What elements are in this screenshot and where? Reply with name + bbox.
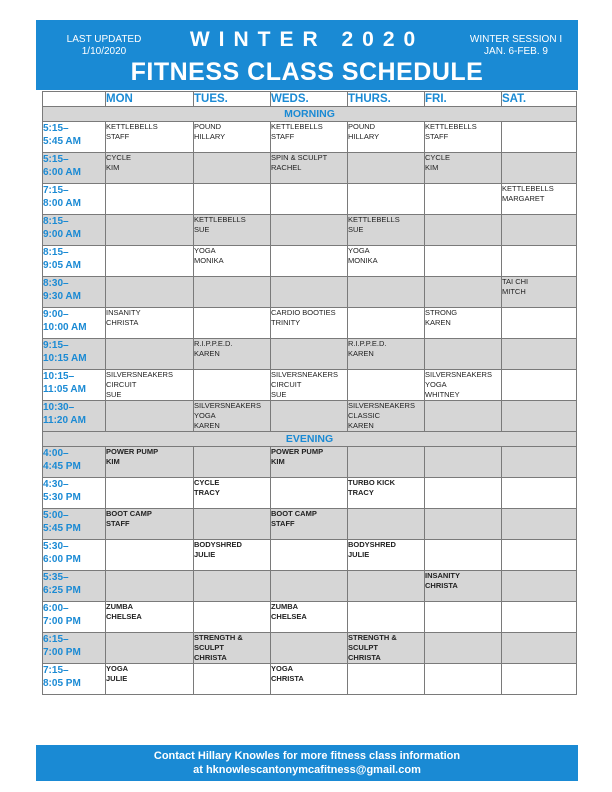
- class-text: KETTLEBELLS: [106, 122, 158, 131]
- class-cell: [425, 277, 502, 308]
- class-cell: [106, 215, 194, 246]
- class-cell: [425, 184, 502, 215]
- time-slot-row: [43, 401, 577, 432]
- class-cell: [271, 122, 348, 153]
- class-text: CYCLE: [106, 153, 132, 162]
- class-cell: [194, 153, 271, 184]
- time-text: 8:15–: [43, 247, 69, 258]
- class-text: SILVERSNEAKERS: [425, 370, 492, 379]
- class-text: POWER PUMP: [271, 447, 324, 456]
- time-slot-row: [43, 571, 577, 602]
- class-cell: [194, 447, 271, 478]
- class-text: SUE: [271, 390, 287, 399]
- class-cell: [194, 478, 271, 509]
- class-cell: [194, 184, 271, 215]
- class-cell: [348, 339, 425, 370]
- day-header: FRI.: [425, 92, 502, 107]
- time-text: 9:15–: [43, 340, 69, 351]
- day-header: THURS.: [348, 92, 425, 107]
- class-text: STAFF: [425, 132, 449, 141]
- day-header: TUES.: [194, 92, 271, 107]
- class-cell: [348, 401, 425, 432]
- session-info: [468, 34, 564, 58]
- last-updated-date: 1/10/2020: [81, 46, 127, 57]
- class-cell: [106, 277, 194, 308]
- time-text: 5:45 PM: [43, 523, 81, 534]
- time-cell: [43, 184, 106, 215]
- class-text: KAREN: [348, 421, 374, 430]
- class-cell: [271, 184, 348, 215]
- day-header-row: [43, 92, 577, 107]
- class-text: CHRISTA: [271, 674, 304, 683]
- session-label: WINTER SESSION I: [469, 34, 563, 45]
- class-text: BODYSHRED: [348, 540, 396, 549]
- class-text: POUND: [348, 122, 376, 131]
- class-text: STRENGTH &: [194, 633, 243, 642]
- class-cell: [502, 602, 577, 633]
- class-text: KETTLEBELLS: [425, 122, 477, 131]
- time-text: 6:00 PM: [43, 554, 81, 565]
- time-slot-row: [43, 308, 577, 339]
- class-text: YOGA: [348, 246, 370, 255]
- class-cell: [271, 277, 348, 308]
- time-slot-row: [43, 447, 577, 478]
- time-text: 4:00–: [43, 448, 69, 459]
- time-text: 11:05 AM: [43, 384, 86, 395]
- time-text: 8:00 AM: [43, 198, 81, 209]
- class-text: POUND: [194, 122, 222, 131]
- class-cell: [106, 478, 194, 509]
- class-text: YOGA: [106, 664, 129, 673]
- time-slot-row: [43, 339, 577, 370]
- time-cell: [43, 153, 106, 184]
- time-text: 8:30–: [43, 278, 69, 289]
- time-cell: [43, 571, 106, 602]
- section-title: EVENING: [43, 432, 577, 447]
- class-cell: [502, 153, 577, 184]
- class-cell: [348, 153, 425, 184]
- class-cell: [106, 122, 194, 153]
- class-cell: [194, 571, 271, 602]
- class-cell: [106, 447, 194, 478]
- time-slot-row: [43, 277, 577, 308]
- class-cell: [271, 633, 348, 664]
- class-text: STRENGTH &: [348, 633, 397, 642]
- class-cell: [502, 478, 577, 509]
- time-text: 10:15–: [43, 371, 75, 382]
- class-cell: [425, 571, 502, 602]
- time-slot-row: [43, 184, 577, 215]
- class-text: KETTLEBELLS: [194, 215, 246, 224]
- class-cell: [194, 122, 271, 153]
- class-text: CARDIO BOOTIES: [271, 308, 336, 317]
- session-dates: JAN. 6-FEB. 9: [484, 46, 548, 57]
- class-text: MONIKA: [194, 256, 224, 265]
- time-cell: [43, 370, 106, 401]
- class-cell: [502, 370, 577, 401]
- class-cell: [502, 401, 577, 432]
- class-cell: [425, 447, 502, 478]
- class-text: KIM: [106, 163, 120, 172]
- class-cell: [348, 246, 425, 277]
- last-updated-label: LAST UPDATED: [66, 34, 142, 45]
- class-cell: [106, 602, 194, 633]
- class-text: SUE: [106, 390, 122, 399]
- time-text: 6:15–: [43, 634, 69, 645]
- class-text: MONIKA: [348, 256, 378, 265]
- section-row: [43, 107, 577, 122]
- time-slot-row: [43, 509, 577, 540]
- class-cell: [425, 370, 502, 401]
- class-cell: [194, 370, 271, 401]
- time-text: 4:30–: [43, 479, 69, 490]
- class-cell: [348, 215, 425, 246]
- time-text: 6:00–: [43, 603, 69, 614]
- time-text: 5:35–: [43, 572, 69, 583]
- time-text: 8:05 PM: [43, 678, 81, 689]
- time-text: 5:15–: [43, 123, 69, 134]
- class-text: BOOT CAMP: [106, 509, 152, 518]
- time-cell: [43, 664, 106, 695]
- class-cell: [348, 664, 425, 695]
- class-cell: [348, 509, 425, 540]
- class-cell: [425, 633, 502, 664]
- class-cell: [106, 401, 194, 432]
- class-text: KAREN: [425, 318, 451, 327]
- class-text: YOGA: [425, 380, 447, 389]
- class-cell: [425, 478, 502, 509]
- day-header: WEDS.: [271, 92, 348, 107]
- time-slot-row: [43, 540, 577, 571]
- class-text: R.I.P.P.E.D.: [348, 339, 387, 348]
- time-slot-row: [43, 370, 577, 401]
- time-slot-row: [43, 122, 577, 153]
- class-text: WHITNEY: [425, 390, 460, 399]
- schedule-title: FITNESS CLASS SCHEDULE: [130, 58, 484, 86]
- time-text: 7:15–: [43, 665, 69, 676]
- class-cell: [271, 664, 348, 695]
- class-text: MITCH: [502, 287, 526, 296]
- contact-footer: [36, 745, 578, 781]
- class-cell: [194, 246, 271, 277]
- time-text: 11:20 AM: [43, 415, 86, 426]
- class-text: TRACY: [348, 488, 374, 497]
- class-text: YOGA: [194, 411, 216, 420]
- class-cell: [425, 401, 502, 432]
- class-cell: [425, 153, 502, 184]
- class-text: INSANITY: [106, 308, 141, 317]
- class-cell: [106, 540, 194, 571]
- class-cell: [271, 478, 348, 509]
- class-text: BODYSHRED: [194, 540, 242, 549]
- time-slot-row: [43, 153, 577, 184]
- class-cell: [502, 122, 577, 153]
- class-cell: [194, 277, 271, 308]
- class-cell: [106, 509, 194, 540]
- class-cell: [502, 509, 577, 540]
- class-text: RACHEL: [271, 163, 302, 172]
- time-text: 5:30 PM: [43, 492, 81, 503]
- class-cell: [106, 246, 194, 277]
- class-cell: [348, 277, 425, 308]
- class-text: HILLARY: [348, 132, 380, 141]
- time-cell: [43, 509, 106, 540]
- class-text: SILVERSNEAKERS: [194, 401, 261, 410]
- class-cell: [425, 540, 502, 571]
- class-cell: [194, 401, 271, 432]
- class-text: SUE: [194, 225, 210, 234]
- class-text: STAFF: [106, 132, 130, 141]
- class-text: KIM: [425, 163, 439, 172]
- class-text: SILVERSNEAKERS: [106, 370, 173, 379]
- schedule-table: [42, 91, 577, 695]
- class-cell: [271, 308, 348, 339]
- time-text: 9:00 AM: [43, 229, 81, 240]
- class-cell: [271, 602, 348, 633]
- time-cell: [43, 277, 106, 308]
- class-cell: [271, 540, 348, 571]
- time-text: 5:00–: [43, 510, 69, 521]
- class-cell: [502, 339, 577, 370]
- time-text: 7:15–: [43, 185, 69, 196]
- section-title: MORNING: [43, 107, 577, 122]
- class-cell: [502, 571, 577, 602]
- class-text: KAREN: [194, 421, 220, 430]
- class-cell: [502, 447, 577, 478]
- class-text: BOOT CAMP: [271, 509, 317, 518]
- time-text: 8:15–: [43, 216, 69, 227]
- class-text: KETTLEBELLS: [502, 184, 554, 193]
- class-text: CLASSIC: [348, 411, 381, 420]
- time-text: 9:05 AM: [43, 260, 81, 271]
- class-text: STAFF: [106, 519, 130, 528]
- class-cell: [348, 122, 425, 153]
- class-cell: [502, 215, 577, 246]
- class-text: STAFF: [271, 132, 295, 141]
- time-text: 5:30–: [43, 541, 69, 552]
- class-cell: [348, 540, 425, 571]
- class-cell: [194, 215, 271, 246]
- time-text: 7:00 PM: [43, 616, 81, 627]
- time-cell: [43, 540, 106, 571]
- class-text: JULIE: [348, 550, 370, 559]
- class-text: KAREN: [194, 349, 220, 358]
- class-text: R.I.P.P.E.D.: [194, 339, 233, 348]
- class-cell: [425, 246, 502, 277]
- class-cell: [348, 447, 425, 478]
- class-cell: [348, 370, 425, 401]
- time-cell: [43, 308, 106, 339]
- class-text: CHRISTA: [106, 318, 139, 327]
- time-cell: [43, 602, 106, 633]
- class-text: SCULPT: [194, 643, 224, 652]
- class-cell: [106, 664, 194, 695]
- class-cell: [106, 339, 194, 370]
- class-cell: [271, 370, 348, 401]
- time-cell: [43, 246, 106, 277]
- class-cell: [271, 509, 348, 540]
- time-slot-row: [43, 215, 577, 246]
- time-slot-row: [43, 664, 577, 695]
- class-text: TURBO KICK: [348, 478, 396, 487]
- class-cell: [502, 633, 577, 664]
- class-cell: [194, 633, 271, 664]
- header-banner: [36, 20, 578, 90]
- class-text: SILVERSNEAKERS: [271, 370, 338, 379]
- contact-email: at hknowlescantonymcafitness@gmail.com: [193, 764, 421, 776]
- class-text: YOGA: [271, 664, 294, 673]
- class-cell: [271, 401, 348, 432]
- class-cell: [194, 664, 271, 695]
- time-cell: [43, 401, 106, 432]
- class-cell: [502, 184, 577, 215]
- class-cell: [502, 540, 577, 571]
- class-text: SUE: [348, 225, 364, 234]
- class-text: POWER PUMP: [106, 447, 159, 456]
- class-cell: [271, 215, 348, 246]
- class-text: KAREN: [348, 349, 374, 358]
- class-text: KETTLEBELLS: [348, 215, 400, 224]
- class-cell: [271, 571, 348, 602]
- class-cell: [425, 308, 502, 339]
- time-text: 5:15–: [43, 154, 69, 165]
- class-cell: [425, 602, 502, 633]
- contact-line: Contact Hillary Knowles for more fitness class information: [153, 750, 461, 762]
- class-cell: [271, 153, 348, 184]
- class-text: JULIE: [106, 674, 128, 683]
- class-text: CHRISTA: [194, 653, 227, 662]
- class-cell: [106, 633, 194, 664]
- class-cell: [348, 633, 425, 664]
- class-text: KIM: [271, 457, 285, 466]
- time-text: 4:45 PM: [43, 461, 81, 472]
- time-cell: [43, 447, 106, 478]
- class-cell: [425, 664, 502, 695]
- class-text: STRONG: [425, 308, 458, 317]
- class-text: ZUMBA: [271, 602, 299, 611]
- class-cell: [502, 246, 577, 277]
- class-text: CIRCUIT: [271, 380, 302, 389]
- class-cell: [348, 184, 425, 215]
- time-slot-row: [43, 478, 577, 509]
- class-text: KIM: [106, 457, 120, 466]
- time-slot-row: [43, 633, 577, 664]
- class-cell: [194, 308, 271, 339]
- time-cell: [43, 339, 106, 370]
- time-text: 9:00–: [43, 309, 69, 320]
- class-text: ZUMBA: [106, 602, 134, 611]
- class-cell: [348, 308, 425, 339]
- class-cell: [194, 602, 271, 633]
- time-slot-row: [43, 602, 577, 633]
- time-text: 10:15 AM: [43, 353, 87, 364]
- class-cell: [106, 153, 194, 184]
- time-cell: [43, 478, 106, 509]
- time-text: 6:25 PM: [43, 585, 81, 596]
- class-cell: [271, 339, 348, 370]
- class-text: SPIN & SCULPT: [271, 153, 328, 162]
- class-text: KETTLEBELLS: [271, 122, 323, 131]
- class-cell: [194, 509, 271, 540]
- class-cell: [425, 509, 502, 540]
- class-text: YOGA: [194, 246, 216, 255]
- time-text: 5:45 AM: [43, 136, 81, 147]
- class-cell: [106, 370, 194, 401]
- class-cell: [194, 540, 271, 571]
- day-header: SAT.: [502, 92, 577, 107]
- time-text: 9:30 AM: [43, 291, 81, 302]
- class-text: HILLARY: [194, 132, 226, 141]
- time-text: 10:00 AM: [43, 322, 87, 333]
- time-slot-row: [43, 246, 577, 277]
- class-cell: [348, 602, 425, 633]
- class-text: CHELSEA: [271, 612, 307, 621]
- time-cell: [43, 215, 106, 246]
- time-cell: [43, 122, 106, 153]
- class-text: CHRISTA: [348, 653, 381, 662]
- class-text: CHELSEA: [106, 612, 142, 621]
- class-cell: [348, 571, 425, 602]
- time-column-header: [43, 92, 106, 107]
- class-cell: [502, 277, 577, 308]
- class-cell: [425, 122, 502, 153]
- class-cell: [106, 184, 194, 215]
- class-cell: [106, 571, 194, 602]
- class-text: CYCLE: [194, 478, 220, 487]
- class-text: CHRISTA: [425, 581, 458, 590]
- class-text: SILVERSNEAKERS: [348, 401, 415, 410]
- class-cell: [194, 339, 271, 370]
- season-title: WINTER 2020: [189, 28, 425, 51]
- class-cell: [106, 308, 194, 339]
- time-text: 6:00 AM: [43, 167, 81, 178]
- class-text: STAFF: [271, 519, 295, 528]
- class-text: CIRCUIT: [106, 380, 137, 389]
- day-header: MON: [106, 92, 194, 107]
- class-text: TRINITY: [271, 318, 301, 327]
- schedule-body: [43, 107, 577, 695]
- class-cell: [502, 664, 577, 695]
- class-text: TAI CHI: [502, 277, 529, 286]
- class-cell: [348, 478, 425, 509]
- class-text: CYCLE: [425, 153, 451, 162]
- time-cell: [43, 633, 106, 664]
- time-text: 7:00 PM: [43, 647, 81, 658]
- time-text: 10:30–: [43, 402, 75, 413]
- class-text: TRACY: [194, 488, 220, 497]
- class-cell: [425, 215, 502, 246]
- class-text: JULIE: [194, 550, 216, 559]
- class-cell: [425, 339, 502, 370]
- class-cell: [271, 246, 348, 277]
- section-row: [43, 432, 577, 447]
- class-cell: [271, 447, 348, 478]
- class-cell: [502, 308, 577, 339]
- class-text: INSANITY: [425, 571, 461, 580]
- class-text: MARGARET: [502, 194, 545, 203]
- class-text: SCULPT: [348, 643, 378, 652]
